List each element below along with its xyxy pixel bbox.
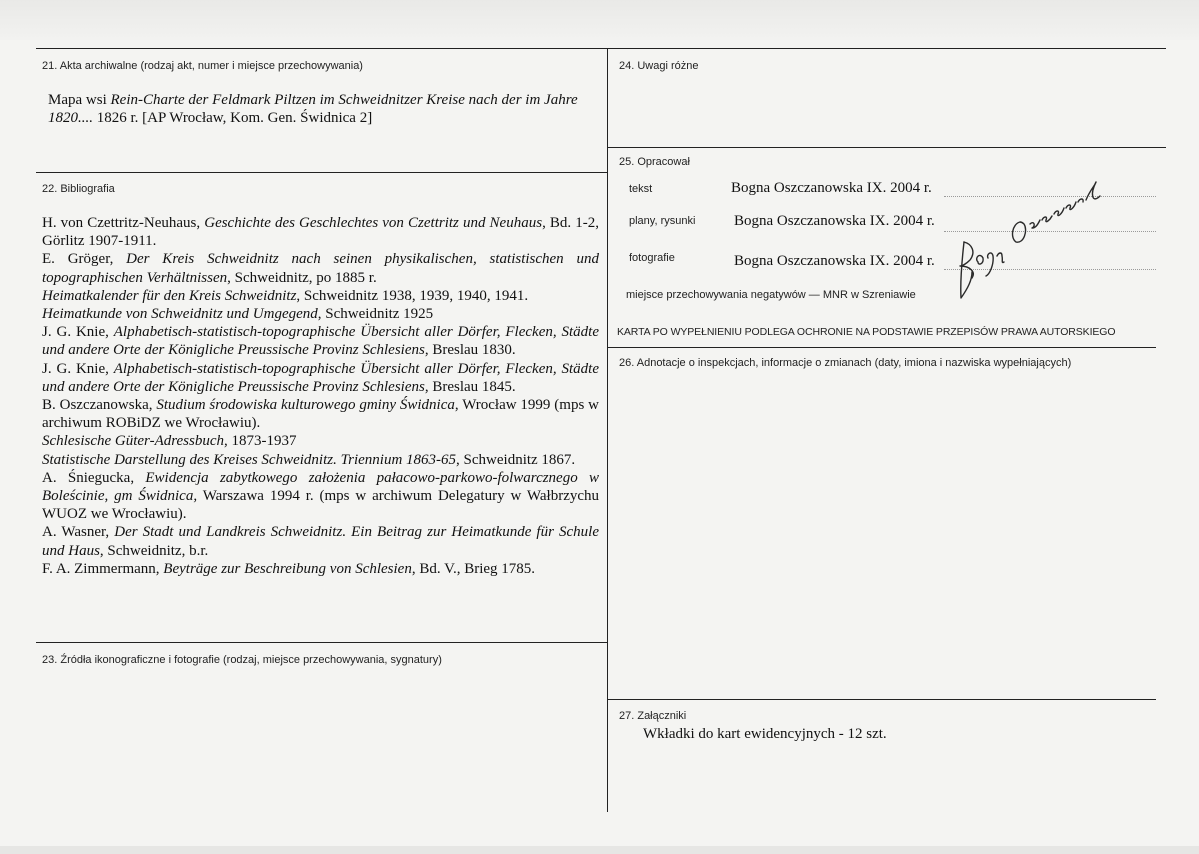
bibliography-entry: Heimatkunde von Schweidnitz und Umgegend, Schweidnitz 1925: [42, 306, 434, 323]
rule-22-23: [36, 642, 607, 643]
column-divider: [607, 48, 608, 812]
top-rule: [36, 48, 1166, 49]
bibliography-entry: J. G. Knie, Alphabetisch-statistisch-topographische Übersicht aller Dörfer, Flecken, Städte und andere Orte der Königliche Preussische Provinz Schlesiens, Breslau 1830.: [42, 324, 599, 359]
s25-key-plany: plany, rysunki: [629, 215, 696, 227]
s25-key-fotografie: fotografie: [629, 252, 675, 264]
s21-label: 21. Akta archiwalne (rodzaj akt, numer i miejsce przechowywania): [42, 60, 363, 72]
bibliography-entry: J. G. Knie, Alphabetisch-statistisch-topographische Übersicht aller Dörfer, Flecken, Städte und andere Orte der Königliche Preussische Provinz Schlesiens, Breslau 1845.: [42, 360, 599, 395]
scan-top-edge: [0, 0, 1199, 40]
rule-24-25: [607, 147, 1166, 148]
bibliography-entry: A. Wasner, Der Stadt und Landkreis Schweidnitz. Ein Beitrag zur Heimatkunde für Schule und Haus, Schweidnitz, b.r.: [42, 524, 599, 559]
bibliography-entry: F. A. Zimmermann, Beyträge zur Beschreibung von Schlesien, Bd. V., Brieg 1785.: [42, 560, 536, 577]
copyright-notice: KARTA PO WYPEŁNIENIU PODLEGA OCHRONIE NA PODSTAWIE PRZEPISÓW PRAWA AUTORSKIEGO: [617, 326, 1116, 338]
s25-negatives: miejsce przechowywania negatywów — MNR w Szreniawie: [626, 289, 916, 301]
s25-value-tekst: Bogna Oszczanowska IX. 2004 r.: [731, 180, 932, 196]
scan-bottom-edge: [0, 846, 1199, 854]
s27-text: Wkładki do kart ewidencyjnych - 12 szt.: [643, 726, 887, 742]
s23-label: 23. Źródła ikonograficzne i fotografie (rodzaj, miejsce przechowywania, sygnatury): [42, 654, 442, 666]
bibliography-entry: Statistische Darstellung des Kreises Schweidnitz. Triennium 1863-65, Schweidnitz 1867.: [42, 451, 576, 468]
rule-25-26: [607, 347, 1156, 348]
s25-value-fotografie: Bogna Oszczanowska IX. 2004 r.: [734, 253, 935, 269]
s27-label: 27. Załączniki: [619, 710, 687, 722]
rule-21-22: [36, 172, 607, 173]
rule-26-27: [607, 699, 1156, 700]
bibliography-entry: H. von Czettritz-Neuhaus, Geschichte des Geschlechtes von Czettritz und Neuhaus, Bd. 1-2, Görlitz 1907-1911.: [42, 215, 599, 250]
bibliography-entry: E. Gröger, Der Kreis Schweidnitz nach seinen physikalischen, statistischen und topographischen Verhältnissen, Schweidnitz, po 1885 r.: [42, 251, 599, 286]
s21-content: [48, 91, 588, 127]
handwritten-signature: [950, 180, 1110, 310]
s21-text-pre: Mapa wsi: [48, 92, 111, 108]
bibliography-entry: Schlesische Güter-Adressbuch, 1873-1937: [42, 433, 297, 450]
s26-label: 26. Adnotacje o inspekcjach, informacje o zmianach (daty, imiona i nazwiska wypełniających): [619, 357, 1072, 369]
bibliography-entry: A. Śniegucka, Ewidencja zabytkowego założenia pałacowo-parkowo-folwarcznego w Boleścinie, gm Świdnica, Warszawa 1994 r. (mps w archiwum Delegatury w Wałbrzychu WUOZ we Wrocławiu).: [42, 469, 600, 523]
s22-label: 22. Bibliografia: [42, 183, 115, 195]
bibliography-list: [42, 214, 599, 578]
s24-label: 24. Uwagi różne: [619, 60, 699, 72]
bibliography-entry: Heimatkalender für den Kreis Schweidnitz, Schweidnitz 1938, 1939, 1940, 1941.: [42, 287, 529, 304]
s25-label: 25. Opracował: [619, 156, 690, 168]
s25-key-tekst: tekst: [629, 183, 653, 195]
s21-text-italic: Rein-Charte der Feldmark Piltzen im Schweidnitzer Kreise nach der im Jahre 1820....: [48, 92, 578, 127]
s25-value-plany: Bogna Oszczanowska IX. 2004 r.: [734, 213, 935, 229]
s21-text-post: 1826 r. [AP Wrocław, Kom. Gen. Świdnica 2]: [93, 110, 373, 127]
bibliography-entry: B. Oszczanowska, Studium środowiska kulturowego gminy Świdnica, Wrocław 1999 (mps w archiwum ROBiDZ we Wrocławiu).: [42, 397, 599, 432]
